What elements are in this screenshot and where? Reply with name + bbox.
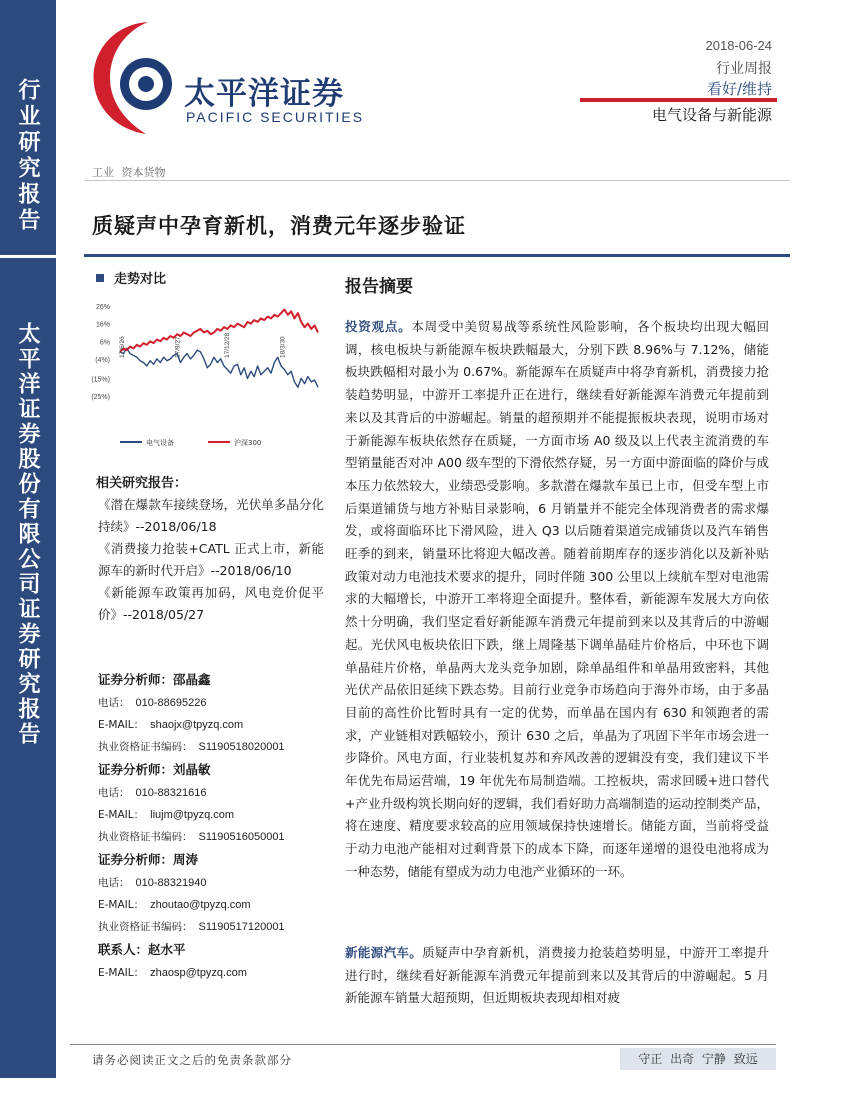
analyst-name: 证券分析师：刘晶敏 xyxy=(98,762,211,777)
divider xyxy=(84,180,790,181)
analyst-email[interactable]: E-MAIL： shaojx@tpyzq.com xyxy=(98,719,244,731)
y-tick-label: 6% xyxy=(99,339,110,347)
summary-paragraph xyxy=(345,316,769,884)
analyst-cert: 执业资格证书编码： S1190516050001 xyxy=(98,831,285,843)
logo-name-en: PACIFIC SECURITIES xyxy=(186,109,365,125)
x-tick-label: 17/6/26 xyxy=(118,336,126,358)
rating-label: 看好/维持 xyxy=(706,80,772,98)
paragraph-text: 本周受中美贸易战等系统性风险影响，各个板块均出现大幅回调，核电板块与新能源车板块跌幅最大，分别下跌 8.96%与 7.12%，储能板块跌幅相对最小为 0.67%。新能源车在质疑声中将孕育新机，消费接力抢装趋势明显，中游开工率提升正在进行，继续看好新能源车消费元年提前到来以及其背后的中游崛起。销量的超预期并不能提振板块表现，说明市场对于新能源车板块依然存在质疑，一方面市场 A0 级及以上代表主流消费的车型销量能否对冲 A00 级车型的下滑依然存疑，另一方面中游面临的降价与成本压力依然较大，业绩恐受影响。多款潜在爆款车虽已上市，但受车型上市后渠道铺货与地方补贴目录影响，6 月销量并不能完全体现消费者的需求爆发，或将面临环比下滑风险，进入 Q3 以后随着渠道完成铺货以及汽车销售旺季的到来，销量环比将迎大幅改善。随着前期库存的逐步消化以及新补贴政策对动力电池技术要求的提升，同时伴随 300 公里以上续航车型对电池需求的大幅增长，中游开工率将迎全面提升。整体看，新能源车发展大方向依然十分明确，我们坚定看好新能源车消费元年提前到来以及其背后的中游崛起。光伏风电板块依旧下跌，继上周隆基下调单晶硅片价格后，中环也下调单晶硅片价格，单晶两大龙头竞争加剧，除单晶组件和单晶用致密料，其他光伏产品依旧延续下跌态势。目前行业竞争市场趋向于海外市场，由于多晶目前的高性价比暂时具有一定的优势，而单晶在国内有 630 和领跑者的需求，产业链相对跌幅较小，预计 630 之后，单晶为了巩固下半年市场会进一步降价。风电方面，行业装机复苏和弃风改善的逻辑没有变，我们建议下半年优先布局运营端，19 年优先布局制造端。工控板块，需求回暖+进口替代+产业升级构筑长期向好的逻辑，我们看好助力高端制造的运动控制类产品，将在速度、精度要求较高的应用领域保持快速增长。储能方面，当前将受益于动力电池产能相对过剩背景下的成本下降，而逐年递增的退役电池将成为一种态势，储能有望成为动力电池产业循环的一环。 xyxy=(345,319,769,879)
analyst-block xyxy=(98,848,328,938)
x-tick-label: 18/3/30 xyxy=(279,336,287,358)
series-line xyxy=(120,310,318,352)
trend-heading-text: 走势对比 xyxy=(114,272,167,287)
analyst-phone: 电话： 010-88321940 xyxy=(98,877,207,889)
analyst-cert: 执业资格证书编码： S1190517120001 xyxy=(98,921,285,933)
related-reports-heading: 相关研究报告： xyxy=(96,476,188,491)
y-tick-label: 26% xyxy=(95,304,110,311)
related-report-link[interactable]: 《新能源车政策再加码，风电竞价促平价》--2018/05/27 xyxy=(98,585,324,622)
analyst-cert: 执业资格证书编码： S1190518020001 xyxy=(98,741,285,753)
analyst-contacts xyxy=(98,668,328,984)
analyst-block xyxy=(98,758,328,848)
industry-category: 工业 资本货物 xyxy=(92,166,166,179)
logo-mark-icon xyxy=(88,18,188,138)
paragraph-lead: 新能源汽车。 xyxy=(345,945,423,960)
x-tick-label: 17/12/28 xyxy=(223,332,231,358)
report-title: 质疑声中孕育新机，消费元年逐步验证 xyxy=(92,213,466,238)
related-report-link[interactable]: 《潜在爆款车接续登场，光伏单多晶分化持续》--2018/06/18 xyxy=(98,497,324,534)
analyst-name: 证券分析师：周涛 xyxy=(98,852,199,867)
contact-email[interactable]: E-MAIL： zhaosp@tpyzq.com xyxy=(98,967,247,979)
title-rule xyxy=(84,254,790,257)
paragraph-lead: 投资观点。 xyxy=(345,319,412,334)
bullet-square-icon xyxy=(96,274,104,282)
logo-name-cn: 太平洋证券 xyxy=(184,76,344,112)
legend-label: 沪深300 xyxy=(234,439,262,447)
report-date: 2018-06-24 xyxy=(705,38,772,53)
sector-label: 电气设备与新能源 xyxy=(651,106,772,124)
summary-paragraph xyxy=(345,942,769,1010)
analyst-block xyxy=(98,668,328,758)
contact-name: 联系人：赵水平 xyxy=(98,942,186,957)
analyst-phone: 电话： 010-88321616 xyxy=(98,787,207,799)
x-tick-label: 17/9/27 xyxy=(174,336,182,358)
related-reports-list xyxy=(98,494,324,626)
related-report-link[interactable]: 《消费接力抢装+CATL 正式上市，新能源车的新时代开启》--2018/06/10 xyxy=(98,541,324,578)
legend-label: 电气设备 xyxy=(146,439,174,447)
series-line xyxy=(120,348,318,387)
contact-block xyxy=(98,938,328,984)
footer-disclaimer: 请务必阅读正文之后的免责条款部分 xyxy=(92,1053,292,1067)
report-type: 行业周报 xyxy=(716,61,772,77)
y-tick-label: (15%) xyxy=(91,376,110,384)
y-tick-label: (4%) xyxy=(95,356,110,364)
footer-motto: 守正 出奇 宁静 致远 xyxy=(620,1048,776,1070)
analyst-phone: 电话： 010-88695226 xyxy=(98,697,207,709)
y-tick-label: (25%) xyxy=(91,394,110,401)
analyst-email[interactable]: E-MAIL： liujm@tpyzq.com xyxy=(98,809,235,821)
trend-chart xyxy=(90,296,326,456)
analyst-email[interactable]: E-MAIL： zhoutao@tpyzq.com xyxy=(98,899,251,911)
paragraph-text: 质疑声中孕育新机，消费接力抢装趋势明显，中游开工率提升进行时，继续看好新能源车消费元年提前到来以及其背后的中游崛起。5 月新能源车销量大超预期，但近期板块表现却相对疲 xyxy=(345,945,769,1006)
header-red-rule xyxy=(580,98,777,102)
sidebar-company-report: 太平洋证券股份有限公司证券研究报告 xyxy=(15,322,41,747)
summary-heading: 报告摘要 xyxy=(345,277,413,297)
company-logo xyxy=(88,18,378,138)
y-tick-label: 16% xyxy=(95,321,110,329)
analyst-name: 证券分析师：邵晶鑫 xyxy=(98,672,211,687)
trend-heading xyxy=(96,268,166,287)
sidebar-report-category: 行业研究报告 xyxy=(15,78,41,234)
footer-rule xyxy=(70,1044,776,1045)
